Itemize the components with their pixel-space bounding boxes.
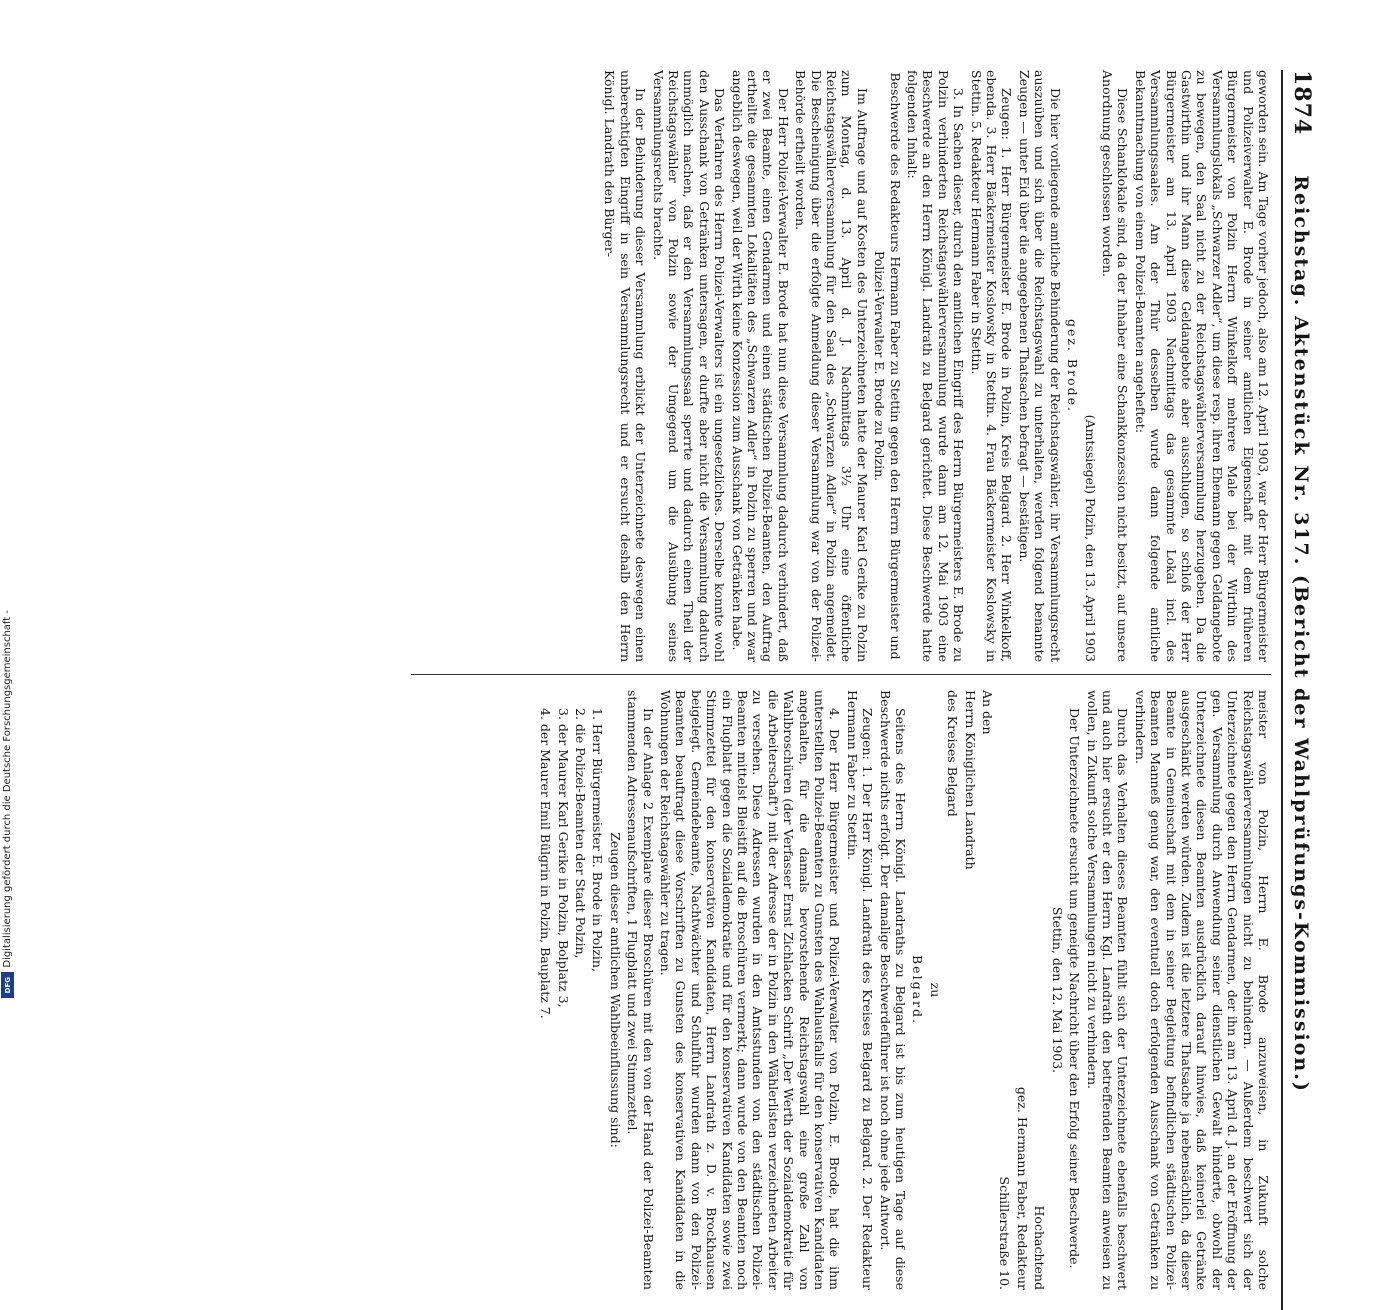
paragraph: 4. Der Herr Bürgermeister und Polizei-Verwalter von Polzin, E. Brode, hat die ihm unterstellten Polizei-Beamten zu Gunsten des Wahlausfalls für den konservativen Kandidaten angehalten, für die damals bevorstehende Reichstagswahl eine große Zahl von Wahlbroschüren (der Verfasser Ernst Zichlacken Schrift „Der Werth der Sozialdemokratie für die Arbeiterschaft“) mit der Adresse der in Polzin in den Wählerlisten verzeichneten Arbeiter zu versehen. Diese Adressen wurden in den Amtsstunden von den städtischen Polizei-Beamten mittelst Bleistift auf die Broschüren vermerkt; dann wurde von den Beamten noch ein Flugblatt gegen die Sozialdemokratie und für den konservativen Kandidaten sowie zwei Stimmzettel für den konservativen Kandidaten, Herrn Landrath z. D. v. Brockhausen beigelegt. Gemeindebeamte, Nachtwächter und Schulfuhr wurden dann von den Polizei-Beamten beauftragt diese Vorschriften zu Gunsten des konservativen Kandidaten in die Wohnungen der Reichstagswähler zu tragen.: [657, 690, 843, 1290]
witness-list: Zeugen: 1. Herr Bürgermeister E. Brode in Polzin, Kreis Belgard. 2. Herr Winkelkoff, ebenda. 3. Herr Bäckermeister Koslowsky in Stettin. 4. Frau Bäckermeister Koslowsky in Stettin. 5. Redakteur Hermann Faber in Stettin.: [968, 70, 1015, 662]
addressee-line: An den: [980, 690, 996, 735]
addressee-line: des Kreises Belgard: [945, 690, 961, 817]
running-title: Reichstag. Aktenstück Nr. 317. (Bericht der Wahlprüfungs-Kommission.): [1290, 175, 1312, 1093]
witness-item: 2. die Polizei-Beamten der Stadt Polzin,: [572, 708, 588, 959]
paragraph: meister von Polzin, Herrn E. Brode anzuweisen, in Zukunft solche Reichstagswählerversammlungen nicht zu behindern. — Außerdem beschwert sich der Unterzeichnete gegen den Herrn Gendarmen, der ihn am 13. April d. J. an der Eröffnung der gen. Versammlung durch Anwendung seiner dienstlichen Gewalt hinderte, obwohl der Unterzeichnete diesen Beamten ausdrücklich darauf hinwies, daß keinerlei Getränke ausgeschänkt werden würden. Zudem ist die letztere Thatsache ja nebensächlich, da dieser Beamte in Gemeinschaft mit dem in seiner Begleitung befindlichen städtischen Polizei-Beamten Manneß genug war, den eventuell doch erfolgenden Ausschank von Getränken zu verhindern.: [1132, 690, 1271, 1290]
paragraph: geworden sein. Am Tage vorher jedoch, also am 12. April 1903, war der Herr Bürgermeister und Polizeiverwalter E. Brode in seiner amtlichen Eigenschaft mit dem früheren Bürgermeister von Polzin Herrn Winkelkoff mehrere Male bei der Wirthin des Versammlungslokals „Schwarzer Adler“, um diese resp. ihren Ehemann gegen Geldangebote zu bewegen, den Saal nicht zu der Reichstagswählerversammlung herzugeben. Da die Gastwirthin und ihr Mann diese Geldangebote aber ausschlugen, so schloß der Herr Bürgermeister am 13. April 1903 Nachmittags das gesammte Lokal incl. des Versammlungssaales. Am der Thür desselben wurde dann folgende amtliche Bekanntmachung von einem Polizei-Beamten angeheftet:: [1132, 70, 1271, 662]
witness-heading: Zeugen dieser amtlichen Wahlbeeinflussung sind:: [607, 832, 623, 1148]
addressee-line: Herrn Königlichen Landrath: [962, 690, 978, 870]
witness-item: 1. Herr Bürgermeister E. Brode in Polzin,: [590, 708, 606, 972]
dfg-logo: DFG: [1, 972, 14, 998]
paragraph: In der Behinderung dieser Versammlung erblickt der Unterzeichnete deswegen einen unberechtigten Eingriff in sein Versammlungsrecht und er ersucht deshalb den Herrn Königl. Landrath den Bürger-: [602, 70, 649, 662]
witness-item: 3. der Maurer Karl Gerike in Polzin, Bolplatz 3,: [555, 708, 571, 1008]
addressee-line: zu: [927, 982, 943, 998]
paragraph: Seitens des Herrn Königl. Landraths zu Belgard ist bis zum heutigen Tage auf diese Beschwerde nichts erfolgt. Der damalige Beschwerdeführer ist noch ohne jede Antwort.: [877, 690, 909, 1290]
complaint-heading: Beschwerde des Redakteurs Hermann Faber zu Stettin gegen den Herrn Bürgermeister und Polizei-Verwalter E. Brode zu Polzin.: [872, 72, 903, 660]
paragraph: Der Herr Polizei-Verwalter E. Brode hat nun diese Versammlung dadurch verhindert, daß er zwei Beamte, einen Gendarmen und einen städtischen Polizei-Beamten, den Auftrag ertheilte die gesammten Lokalitäten des „Schwarzen Adler“ in Polzin zu sperren und zwar angeblich deswegen, weil der Wirth keine Konzession zum Ausschank von Getränken habe.: [729, 70, 791, 662]
witness-item: 4. der Maurer Emil Bülgrin in Polzin, Bauplatz 7.: [538, 708, 554, 1019]
paragraph: In der Anlage 2 Exemplare dieser Broschüren mit den von der Hand der Polizei-Beamten stammenden Adressenaufschriften, 1 Flugblatt und zwei Stimmzettel.: [625, 690, 656, 1290]
left-column: [411, 70, 1271, 675]
paragraph: Das Verfahren des Herrn Polizei-Verwalters ist ein ungesetzliches. Derselbe konnte wohl den Ausschank von Getränken untersagen, er durfte aber nicht die Versammlung dadurch unmöglich machen, daß er den Versammlungssaal sperrte und dadurch einen Theil der Reichstagswähler von Polzin sowie der Umgegend um die Ausübung seines Versammlungsrechts brachte.: [650, 70, 728, 662]
signature-line: gez. Hermann Faber, Redakteur: [1014, 1086, 1030, 1290]
digitization-credit-sidebar: [0, 0, 16, 1000]
digitization-credit-text: Digitalisierung gefördert durch die Deutsche Forschungsgemeinschaft -: [2, 610, 13, 968]
page-number: 1874: [1289, 70, 1315, 136]
rotated-page-sheet: [75, 70, 1315, 1290]
addressee-line: Belgard.: [910, 955, 926, 1025]
closing-salutation: Hochachtend: [1032, 1205, 1048, 1290]
paragraph: Der Unterzeichnete ersucht um geneigte Nachricht über den Erfolg seiner Beschwerde.: [1067, 708, 1083, 1269]
paragraph: Die hier vorliegende amtliche Behinderung der Reichstagswähler, ihr Versammlungsrecht auszuüben und sich über die Reichstagswahl zu unterhalten, werden folgend benannte Zeugen — unter Eid über die angegebenen Thatsachen befragt — bestätigen.: [1016, 70, 1063, 662]
right-column: [411, 690, 1271, 1290]
paragraph: Durch das Verhalten dieses Beamten fühlt sich der Unterzeichnete ebenfalls beschwert und auch hier ersucht er den Herrn Kgl. Landrath den betreffenden Beamten anweisen zu wollen, in Zukunft solche Versammlungen nicht zu verhindern.: [1084, 690, 1131, 1290]
signature-address: Schillerstraße 10.: [997, 1176, 1013, 1290]
date-line: Stettin, den 12. Mai 1903.: [1049, 906, 1065, 1074]
paragraph: 3. In Sachen dieser, durch den amtlichen Eingriff des Herrn Bürgermeisters E. Brode zu Polzin verhinderten Reichstagswählerversammlung wurde dann am 12. Mai 1903 eine Beschwerde an den Herrn Königl. Landrath zu Belgard gerichtet. Diese Beschwerde hatte folgenden Inhalt:: [905, 70, 967, 662]
signature-line: gez. Brode.: [1065, 319, 1081, 413]
paragraph: Im Auftrage und auf Kosten des Unterzeichneten hatte der Maurer Karl Gerike zu Polzin zum Montag, d. 13. April d. J. Nachmittags 3½ Uhr eine öffentliche Reichstagswählerversammlung für den Saal des „Schwarzen Adler“ in Polzin angemeldet. Die Bescheinigung über die erfolgte Anmeldung dieser Versammlung war von der Polizei-Behörde ertheilt worden.: [793, 70, 870, 662]
seal-and-date-line: (Amtssiegel) Polzin, den 13. April 1903: [1082, 414, 1098, 662]
page-header: [1281, 70, 1315, 1310]
paragraph: Diese Schanklokale sind, da der Inhaber eine Schankkonzession nicht besitzt, auf unsere Anordnung geschlossen worden.: [1099, 70, 1131, 662]
witness-list: Zeugen: 1. Der Herr Königl. Landrath des Kreises Belgard zu Belgard. 2. Der Redakteur Hermann Faber zu Stettin.: [844, 690, 876, 1290]
